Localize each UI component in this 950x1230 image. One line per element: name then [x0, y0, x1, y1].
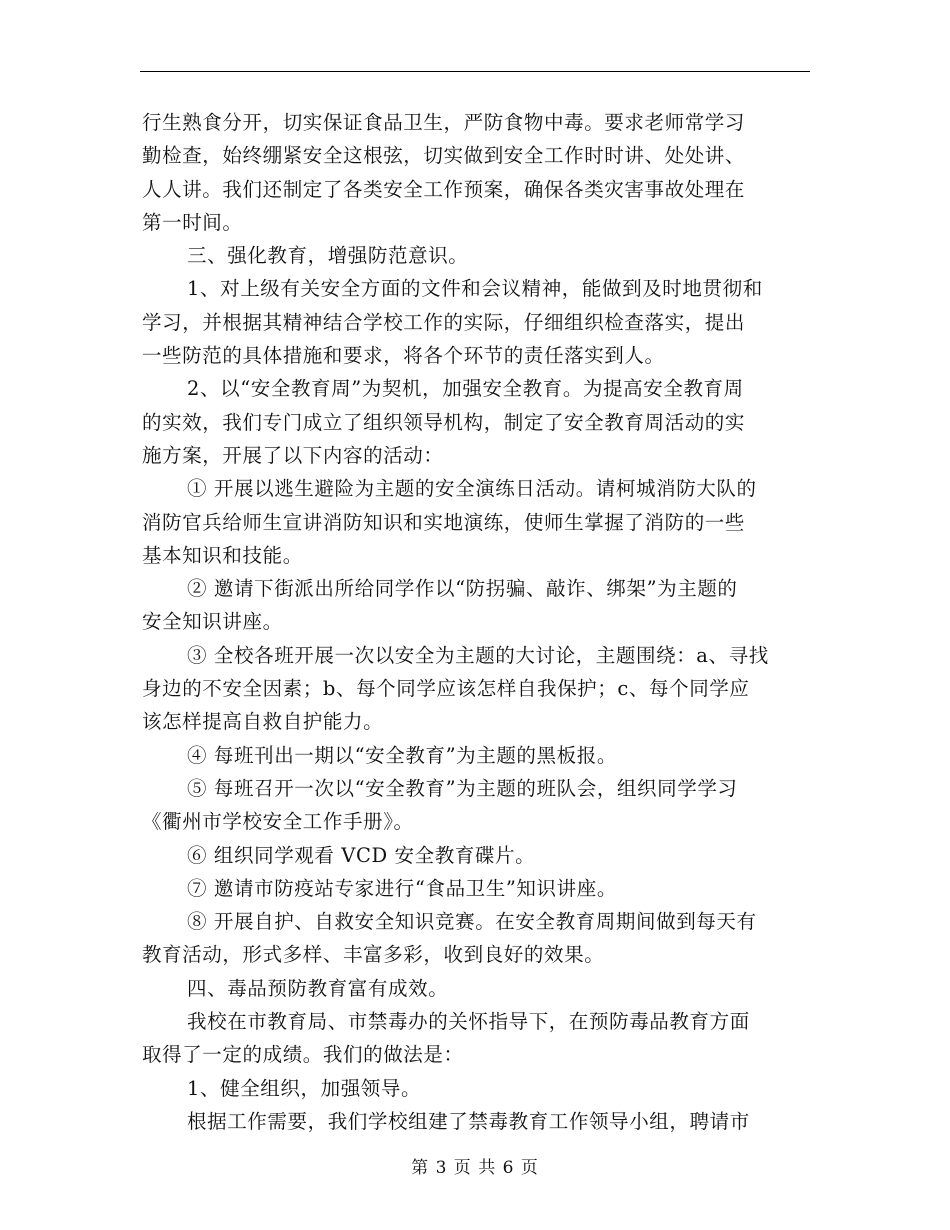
text-line: ③ 全校各班开展一次以安全为主题的大讨论，主题围绕：a、寻找 [187, 643, 769, 667]
document-body [142, 106, 810, 1138]
text-line: ⑧ 开展自护、自救安全知识竞赛。在安全教育周期间做到每天有 [187, 910, 757, 934]
text-line: 第一时间。 [142, 210, 243, 234]
page-footer: 第 3 页 共 6 页 [411, 1158, 539, 1178]
text-line: 学习，并根据其精神结合学校工作的实际，仔细组织检查落实，提出 [142, 310, 746, 334]
text-line: 的实效，我们专门成立了组织领导机构，制定了安全教育周活动的实 [142, 410, 746, 434]
text-line: ⑦ 邀请市防疫站专家进行“食品卫生”知识讲座。 [187, 876, 617, 900]
text-line: ② 邀请下街派出所给同学作以“防拐骗、敲诈、绑架”为主题的 [187, 577, 738, 601]
text-line: 人人讲。我们还制定了各类安全工作预案，确保各类灾害事故处理在 [142, 177, 746, 201]
header-rule [140, 71, 810, 72]
text-line: 2、以“安全教育周”为契机，加强安全教育。为提高安全教育周 [187, 377, 744, 401]
text-line: ① 开展以逃生避险为主题的安全演练日活动。请柯城消防大队的 [187, 477, 757, 501]
text-line: 基本知识和技能。 [142, 543, 303, 567]
text-line: 行生熟食分开，切实保证食品卫生，严防食物中毒。要求老师常学习 [142, 111, 746, 134]
text-line: 《衢州市学校安全工作手册》。 [142, 810, 414, 834]
text-line: 根据工作需要，我们学校组建了禁毒教育工作领导小组，聘请市 [187, 1109, 750, 1133]
text-line: 三、强化教育，增强防范意识。 [187, 244, 469, 268]
text-line: ④ 每班刊出一期以“安全教育”为主题的黑板报。 [187, 743, 617, 767]
text-line: 一些防范的具体措施和要求，将各个环节的责任落实到人。 [142, 344, 665, 368]
text-line: 1、对上级有关安全方面的文件和会议精神，能做到及时地贯彻和 [187, 277, 763, 301]
text-line: ⑤ 每班召开一次以“安全教育”为主题的班队会，组织同学学习 [187, 776, 738, 800]
text-line: 施方案，开展了以下内容的活动： [142, 443, 444, 467]
text-line: ⑥ 组织同学观看 VCD 安全教育碟片。 [187, 843, 536, 867]
text-line: 我校在市教育局、市禁毒办的关怀指导下，在预防毒品教育方面 [187, 1010, 750, 1034]
text-line: 身边的不安全因素；b、每个同学应该怎样自我保护；c、每个同学应 [142, 677, 750, 701]
text-line: 教育活动，形式多样、丰富多彩，收到良好的效果。 [142, 943, 605, 967]
text-line: 勤检查，始终绷紧安全这根弦，切实做到安全工作时时讲、处处讲、 [142, 144, 746, 168]
text-line: 四、毒品预防教育富有成效。 [187, 976, 449, 1000]
text-line: 消防官兵给师生宣讲消防知识和实地演练，使师生掌握了消防的一些 [142, 510, 746, 534]
text-line: 安全知识讲座。 [142, 610, 283, 634]
text-line: 取得了一定的成绩。我们的做法是： [142, 1043, 464, 1067]
text-line: 1、健全组织，加强领导。 [187, 1076, 422, 1100]
text-line: 该怎样提高自救自护能力。 [142, 710, 384, 734]
